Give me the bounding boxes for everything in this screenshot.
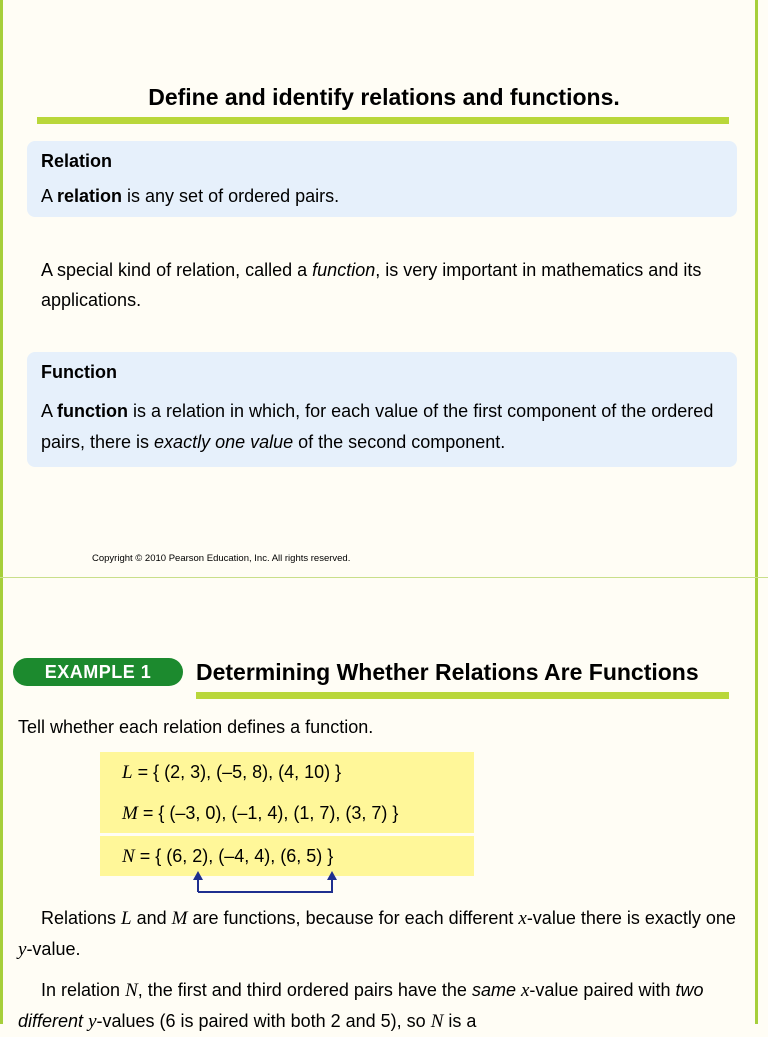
slide-separator [0, 577, 768, 578]
p2-same: same [471, 980, 516, 1000]
slide-title: Define and identify relations and functions. [148, 84, 620, 110]
example-instruction: Tell whether each relation defines a function. [18, 717, 374, 737]
p2-var-y: y [88, 1011, 97, 1032]
p2-f: -values (6 is paired with both 2 and 5), so [96, 1011, 431, 1031]
p2-var-n: N [125, 980, 138, 1001]
p2-g: is a [443, 1011, 477, 1031]
relation-l-pairs: = { (2, 3), (–5, 8), (4, 10) } [132, 762, 342, 782]
relation-m-name: M [122, 803, 138, 824]
p2-var-n2: N [430, 1011, 444, 1032]
relation-def-post: is any set of ordered pairs. [122, 186, 340, 206]
p1-var-x: x [518, 908, 527, 929]
intro-term: function [312, 260, 376, 280]
explanation-paragraph-1 [18, 903, 748, 965]
p1-var-m: M [171, 908, 188, 929]
p1-var-y: y [18, 939, 27, 960]
right-border [755, 0, 758, 1024]
p1-e: -value. [26, 939, 81, 959]
title-underline [37, 117, 729, 124]
relation-heading: Relation [41, 151, 113, 171]
p2-var-x: x [520, 980, 530, 1001]
explanation-paragraph-2 [18, 975, 748, 1037]
relation-m-pairs: = { (–3, 0), (–1, 4), (1, 7), (3, 7) } [137, 803, 399, 823]
relation-l-name: L [122, 762, 133, 783]
function-heading: Function [41, 362, 117, 382]
function-def-pre: A [41, 401, 58, 421]
function-definition [41, 396, 723, 458]
relation-n-name: N [122, 846, 135, 867]
relation-def-pre: A [41, 186, 58, 206]
relation-definition-box [27, 141, 737, 217]
p1-a: Relations [41, 908, 122, 928]
p1-var-l: L [121, 908, 132, 929]
function-definition-box [27, 352, 737, 467]
example-badge: EXAMPLE 1 [13, 658, 183, 686]
relation-n-pairs: = { (6, 2), (–4, 4), (6, 5) } [134, 846, 334, 866]
relation-term: relation [57, 186, 123, 206]
p1-c: are functions, because for each different [187, 908, 519, 928]
left-border [0, 0, 3, 1024]
arrow-head-right [327, 871, 337, 880]
function-def-emphasis: exactly one value [154, 432, 294, 452]
function-def-mid: is a relation in which, for each value of the first component of the ordered pairs, there is [41, 401, 714, 452]
copyright-notice: Copyright © 2010 Pearson Education, Inc. All rights reserved. [92, 553, 351, 564]
p2-b: , the first and third ordered pairs have the [137, 980, 472, 1000]
p2-a: In relation [41, 980, 126, 1000]
function-term: function [57, 401, 128, 421]
function-def-post: of the second component. [293, 432, 506, 452]
p1-d: -value there is exactly one [526, 908, 736, 928]
function-intro-paragraph [41, 255, 746, 315]
relation-l [122, 752, 474, 793]
relation-m [122, 793, 474, 834]
same-x-value-connector-arrow [190, 866, 340, 896]
p2-d: -value paired with [529, 980, 676, 1000]
example-title-underline [196, 692, 729, 699]
intro-post: , is very important in mathematics and its applications. [41, 260, 702, 310]
example-title: Determining Whether Relations Are Functions [196, 659, 699, 685]
arrow-head-left [193, 871, 203, 880]
p2-two-different: two different [18, 980, 704, 1031]
relation-definition [41, 185, 723, 207]
p1-b: and [131, 908, 172, 928]
relations-l-m-box [100, 752, 474, 833]
intro-pre: A special kind of relation, called a [41, 260, 313, 280]
